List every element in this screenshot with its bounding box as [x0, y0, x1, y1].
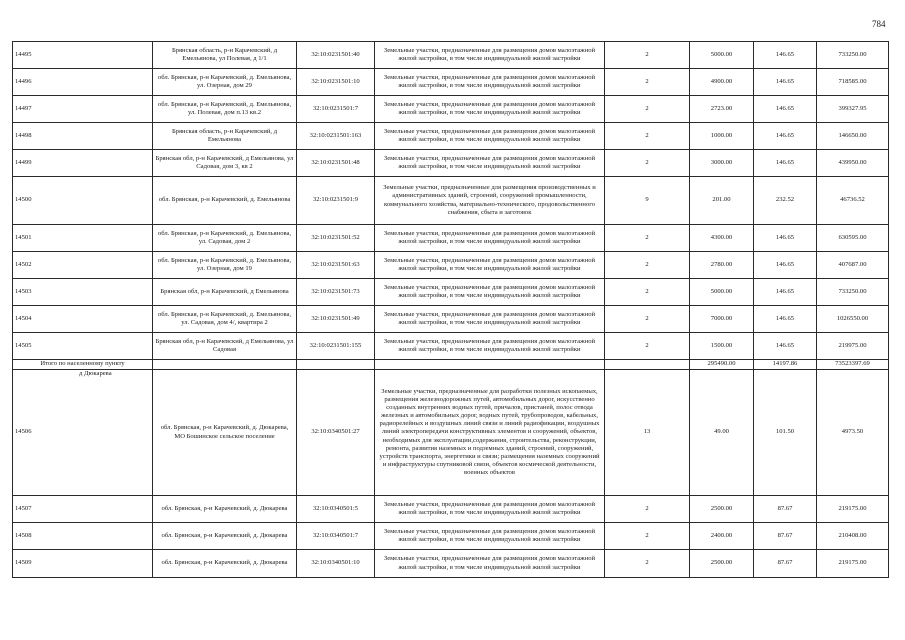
row-address: Брянская область, р-н Карачевский, д Емельянова [153, 123, 297, 150]
row-id: 14501 [13, 225, 153, 252]
total-empty-purpose [375, 360, 605, 370]
row-group: 9 [605, 177, 690, 225]
row-cadastral-cost: 718585.00 [817, 69, 889, 96]
row-rate: 146.65 [754, 333, 817, 360]
row-id: 14507 [13, 496, 153, 523]
table-row [13, 225, 889, 252]
row-land-purpose: Земельные участки, предназначенные для размещения домов малоэтажной жилой застройки, в том числе индивидуальной жилой застройки [375, 123, 605, 150]
row-cadastral-number: 32:10:0231501:73 [297, 279, 375, 306]
row-area: 4900.00 [690, 69, 754, 96]
row-id-value: 14506 [15, 428, 32, 436]
row-cadastral-cost: 733250.00 [817, 279, 889, 306]
row-group: 2 [605, 69, 690, 96]
row-cadastral-cost: 407687.00 [817, 252, 889, 279]
total-area: 295490.00 [690, 360, 754, 370]
row-rate: 232.52 [754, 177, 817, 225]
row-rate: 146.65 [754, 252, 817, 279]
total-cost: 73523397.69 [817, 360, 889, 370]
row-address: обл. Брянская, р-н Карачевский, д. Дюкарева [153, 496, 297, 523]
row-address: обл. Брянская, р-н Карачевский, д. Дюкарева [153, 550, 297, 578]
row-address: Брянская область, р-н Карачевский, д Емельянова, ул Полевая, д 1/1 [153, 42, 297, 69]
total-section [13, 360, 889, 370]
row-land-purpose: Земельные участки, предназначенные для размещения домов малоэтажной жилой застройки, в том числе индивидуальной жилой застройки [375, 523, 605, 550]
table-row [13, 96, 889, 123]
row-rate: 87.67 [754, 496, 817, 523]
row-id: 14499 [13, 150, 153, 177]
row-area: 3000.00 [690, 150, 754, 177]
table-row [13, 523, 889, 550]
row-id: 14495 [13, 42, 153, 69]
row-group: 2 [605, 333, 690, 360]
table-row [13, 306, 889, 333]
row-id: 14502 [13, 252, 153, 279]
row-cadastral-cost: 146650.00 [817, 123, 889, 150]
row-area: 1500.00 [690, 333, 754, 360]
row-group: 2 [605, 225, 690, 252]
row-cadastral-number: 32:10:0340501:7 [297, 523, 375, 550]
row-address: Брянская обл, р-н Карачевский, д Емельянова, ул Садовая, дом 3, кв 2 [153, 150, 297, 177]
table-row [13, 69, 889, 96]
total-row [13, 360, 889, 370]
row-id: 14504 [13, 306, 153, 333]
total-label: Итого по населенному пункту [13, 360, 153, 370]
row-address: Брянская обл, р-н Карачевский, д Емельянова, ул Садовая [153, 333, 297, 360]
row-cadastral-cost: 46736.52 [817, 177, 889, 225]
row-cadastral-cost: 439950.00 [817, 150, 889, 177]
row-rate: 146.65 [754, 123, 817, 150]
row-cadastral-cost: 1026550.00 [817, 306, 889, 333]
row-id [13, 370, 153, 496]
row-land-purpose: Земельные участки, предназначенные для размещения домов малоэтажной жилой застройки, в том числе индивидуальной жилой застройки [375, 279, 605, 306]
row-id: 14509 [13, 550, 153, 578]
row-address: обл. Брянская, р-н Карачевский, д. Емельянова, ул. Садовая, дом 4/, квартира 2 [153, 306, 297, 333]
row-area: 5000.00 [690, 42, 754, 69]
row-cadastral-cost: 399327.95 [817, 96, 889, 123]
row-group: 2 [605, 96, 690, 123]
row-rate: 87.67 [754, 550, 817, 578]
row-rate: 146.65 [754, 42, 817, 69]
row-rate: 146.65 [754, 69, 817, 96]
row-cadastral-number: 32:10:0231501:163 [297, 123, 375, 150]
row-address: обл. Брянская, р-н Карачевский, д. Емельянова, ул. Озерная, дом 29 [153, 69, 297, 96]
row-group: 2 [605, 150, 690, 177]
row-cadastral-number: 32:10:0231501:7 [297, 96, 375, 123]
table-row [13, 150, 889, 177]
row-id: 14498 [13, 123, 153, 150]
table-row [13, 333, 889, 360]
row-land-purpose: Земельные участки, предназначенные для размещения домов малоэтажной жилой застройки, в том числе индивидуальной жилой застройки [375, 150, 605, 177]
row-land-purpose: Земельные участки, предназначенные для размещения домов малоэтажной жилой застройки, в том числе индивидуальной жилой застройки [375, 496, 605, 523]
row-cadastral-number: 32:10:0340501:27 [297, 370, 375, 496]
row-address: обл. Брянская, р-н Карачевский, д. Дюкарева, МО Бошинское сельское поселение [153, 370, 297, 496]
row-cadastral-number: 32:10:0340501:5 [297, 496, 375, 523]
total-empty-address [153, 360, 297, 370]
row-rate: 101.50 [754, 370, 817, 496]
row-land-purpose: Земельные участки, предназначенные для разработки полезных ископаемых, размещения железнодорожных путей, автомобильных дорог, искусственно созданных внутренних водных путей, причалов, пристаней, полос отвода железных и автомобильных дорог, водных путей, трубопроводов, кабельных, радиорелейных и воздушных линий связи и линий радиофикации, воздушных линий электропередачи конструктивных элементов и сооружений, объектов, необходимых для эксплуатации,содержания, строительства, реконструкции, ремонта, развития наземных и подземных зданий, строений, сооружений, устройств транспорта, энергетики и связи; размещения наземных сооружений и инфраструктуры спутниковой связи, объектов космической деятельности, военных объектов [375, 370, 605, 496]
row-address: обл. Брянская, р-н Карачевский, д. Емельянова, ул. Полевая, дом п.13 кв.2 [153, 96, 297, 123]
row-land-purpose: Земельные участки, предназначенные для размещения домов малоэтажной жилой застройки, в том числе индивидуальной жилой застройки [375, 225, 605, 252]
row-group: 2 [605, 523, 690, 550]
row-rate: 146.65 [754, 96, 817, 123]
row-id: 14496 [13, 69, 153, 96]
row-land-purpose: Земельные участки, предназначенные для размещения домов малоэтажной жилой застройки, в том числе индивидуальной жилой застройки [375, 42, 605, 69]
total-empty-cadastral [297, 360, 375, 370]
row-area: 2723.00 [690, 96, 754, 123]
row-land-purpose: Земельные участки, предназначенные для размещения домов малоэтажной жилой застройки, в том числе индивидуальной жилой застройки [375, 306, 605, 333]
row-area: 1000.00 [690, 123, 754, 150]
row-id: 14497 [13, 96, 153, 123]
table-row [13, 370, 889, 496]
row-cadastral-cost: 219975.00 [817, 333, 889, 360]
row-rate: 146.65 [754, 279, 817, 306]
page-number: 784 [872, 19, 886, 29]
row-cadastral-cost: 219175.00 [817, 496, 889, 523]
row-area: 2400.00 [690, 523, 754, 550]
row-cadastral-number: 32:10:0231501:40 [297, 42, 375, 69]
row-area: 201.00 [690, 177, 754, 225]
row-address: обл. Брянская, р-н Карачевский, д. Емельянова, ул. Садовая, дом 2 [153, 225, 297, 252]
row-cadastral-cost: 630595.00 [817, 225, 889, 252]
row-id: 14508 [13, 523, 153, 550]
total-empty-group [605, 360, 690, 370]
table-row [13, 252, 889, 279]
row-group: 2 [605, 550, 690, 578]
row-group: 2 [605, 306, 690, 333]
row-cadastral-number: 32:10:0231501:9 [297, 177, 375, 225]
row-cadastral-number: 32:10:0340501:10 [297, 550, 375, 578]
table-row [13, 279, 889, 306]
row-rate: 146.65 [754, 150, 817, 177]
row-rate: 87.67 [754, 523, 817, 550]
row-group: 2 [605, 123, 690, 150]
row-area: 7000.00 [690, 306, 754, 333]
row-cadastral-cost: 210408.00 [817, 523, 889, 550]
row-cadastral-number: 32:10:0231501:10 [297, 69, 375, 96]
row-cadastral-cost: 4973.50 [817, 370, 889, 496]
row-cadastral-number: 32:10:0231501:63 [297, 252, 375, 279]
row-cadastral-number: 32:10:0231501:52 [297, 225, 375, 252]
total-rate: 14197.86 [754, 360, 817, 370]
row-cadastral-number: 32:10:0231501:155 [297, 333, 375, 360]
row-area: 2500.00 [690, 496, 754, 523]
rows-dyukareva [13, 370, 889, 578]
row-area: 2500.00 [690, 550, 754, 578]
table-row [13, 496, 889, 523]
row-rate: 146.65 [754, 306, 817, 333]
table-row [13, 550, 889, 578]
row-cadastral-cost: 219175.00 [817, 550, 889, 578]
table-row [13, 42, 889, 69]
row-cadastral-number: 32:10:0231501:49 [297, 306, 375, 333]
row-id: 14505 [13, 333, 153, 360]
row-area: 49.00 [690, 370, 754, 496]
row-land-purpose: Земельные участки, предназначенные для размещения домов малоэтажной жилой застройки, в том числе индивидуальной жилой застройки [375, 550, 605, 578]
row-land-purpose: Земельные участки, предназначенные для размещения производственных и административных зданий, строений, сооружений промышленности, коммунального хозяйства, материально-технического, продовольственного снабжения, сбыта и заготовок [375, 177, 605, 225]
row-rate: 146.65 [754, 225, 817, 252]
row-address: обл. Брянская, р-н Карачевский, д. Емельянова, ул. Озерная, дом 19 [153, 252, 297, 279]
table-row [13, 123, 889, 150]
row-cadastral-number: 32:10:0231501:48 [297, 150, 375, 177]
row-land-purpose: Земельные участки, предназначенные для размещения домов малоэтажной жилой застройки, в том числе индивидуальной жилой застройки [375, 252, 605, 279]
row-land-purpose: Земельные участки, предназначенные для размещения домов малоэтажной жилой застройки, в том числе индивидуальной жилой застройки [375, 96, 605, 123]
row-area: 2780.00 [690, 252, 754, 279]
row-land-purpose: Земельные участки, предназначенные для размещения домов малоэтажной жилой застройки, в том числе индивидуальной жилой застройки [375, 333, 605, 360]
row-address: обл. Брянская, р-н Карачевский, д. Емельянова [153, 177, 297, 225]
row-id: 14500 [13, 177, 153, 225]
row-group: 2 [605, 279, 690, 306]
row-land-purpose: Земельные участки, предназначенные для размещения домов малоэтажной жилой застройки, в том числе индивидуальной жилой застройки [375, 69, 605, 96]
row-group: 13 [605, 370, 690, 496]
row-address: Брянская обл, р-н Карачевский, д Емельянова [153, 279, 297, 306]
row-group: 2 [605, 252, 690, 279]
row-id: 14503 [13, 279, 153, 306]
row-cadastral-cost: 733250.00 [817, 42, 889, 69]
rows-emelyanova [13, 42, 889, 360]
land-registry-table [12, 41, 889, 578]
settlement-name: д Дюкарева [79, 370, 112, 377]
row-group: 2 [605, 496, 690, 523]
row-address: обл. Брянская, р-н Карачевский, д. Дюкарева [153, 523, 297, 550]
row-area: 4300.00 [690, 225, 754, 252]
table-row [13, 177, 889, 225]
row-group: 2 [605, 42, 690, 69]
row-area: 5000.00 [690, 279, 754, 306]
